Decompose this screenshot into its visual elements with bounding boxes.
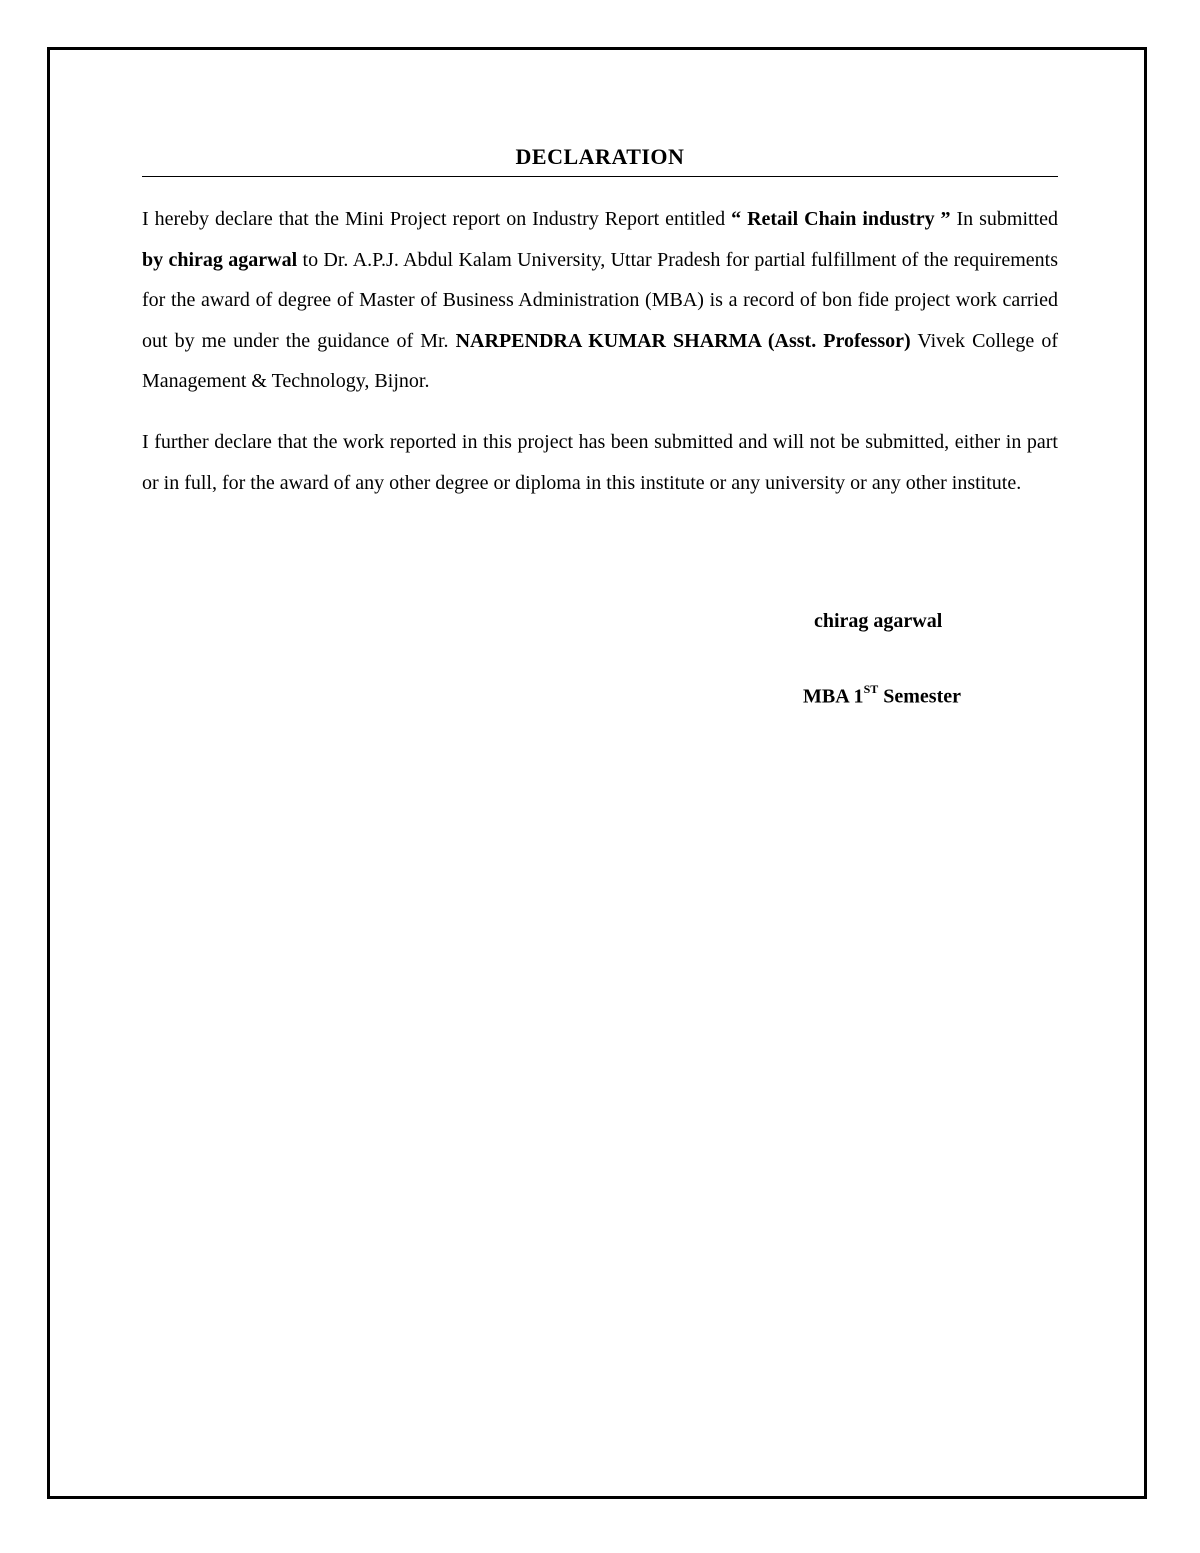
guide-name: NARPENDRA KUMAR SHARMA (Asst. Professor) [455,329,911,352]
para1-text-2: In submitted [950,208,1058,230]
student-name-inline: by chirag agarwal [142,248,298,271]
signature-semester [803,684,961,709]
declaration-paragraph-1 [142,199,1058,402]
para1-text-1: I hereby declare that the Mini Project report on Industry Report entitled [142,208,732,230]
semester-superscript: ST [863,682,879,696]
project-title: “ Retail Chain industry ” [731,208,951,230]
declaration-content [142,140,1059,708]
declaration-paragraph-2: I further declare that the work reported in this project has been submitted and will not be submitted, either in part or in full, for the award of any other degree or diploma in this institute or any university or any other institute. [142,430,1058,494]
page-title: DECLARATION [142,140,1058,177]
signature-name: chirag agarwal [814,610,943,632]
semester-suffix: Semester [878,685,961,708]
para1-text-4: Vivek College of Management & Technology, Bijnor. [142,329,1059,393]
para1-text-3: to Dr. A.P.J. Abdul Kalam University, Uttar Pradesh for partial fulfillment of the requirements for the award of degree of Master of Business Administration (MBA) is a record of bon fide project work carried out by me under the guidance of Mr. [142,248,1058,352]
semester-prefix: MBA 1 [803,685,864,708]
